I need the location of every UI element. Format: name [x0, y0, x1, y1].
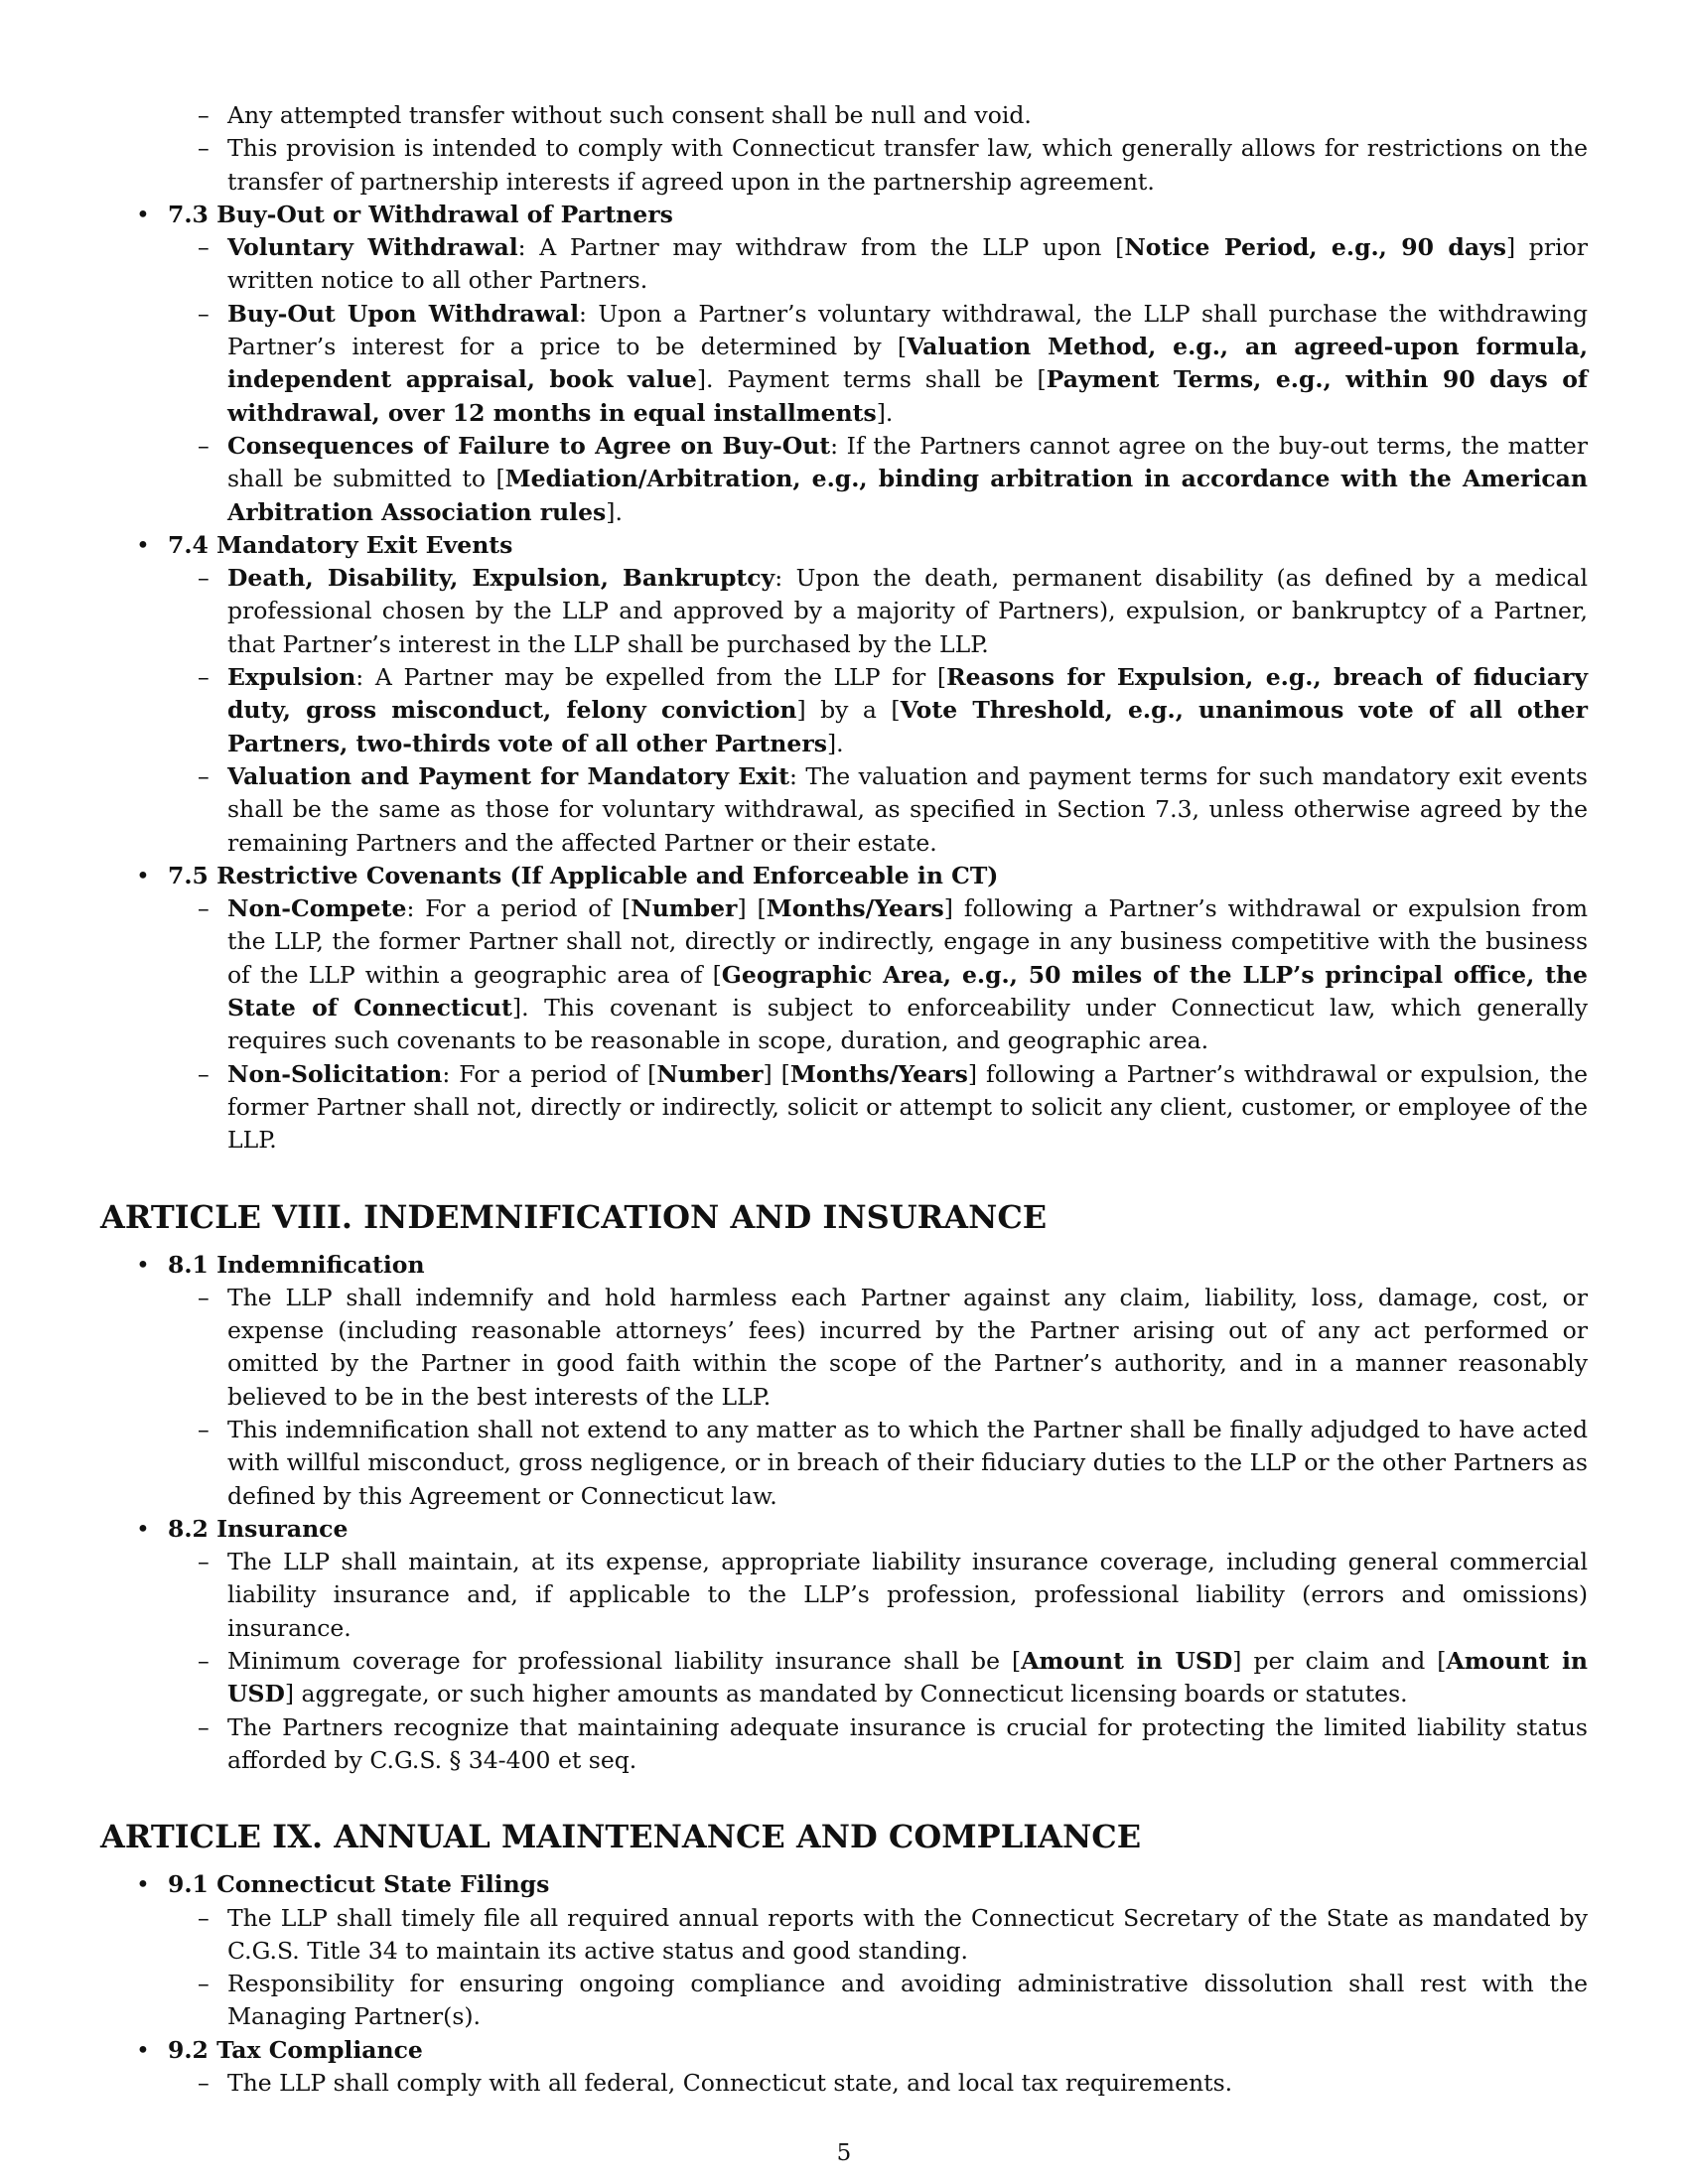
section-7-5: [100, 860, 1588, 892]
item-term: Expulsion: [227, 663, 356, 692]
item-text: : For a period of [: [442, 1059, 657, 1088]
list-item: [100, 1711, 1588, 1778]
item-text: ].: [606, 497, 623, 526]
section-heading: 9.1 Connecticut State Filings: [168, 1870, 550, 1899]
section-9-2: [100, 2034, 1588, 2067]
placeholder-text: Mediation/Arbitration, e.g., binding arbitration in accordance with the American Arbitration Association rules: [227, 465, 1588, 526]
placeholder-text: Payment Terms, e.g., within 90 days of withdrawal, over 12 months in equal installments: [227, 365, 1588, 427]
bullet-marker: •: [136, 1514, 150, 1543]
bullet-marker: •: [136, 2035, 150, 2064]
dash-marker: –: [198, 1903, 210, 1932]
bullet-marker: •: [136, 1870, 150, 1899]
placeholder-text: Months/Years: [766, 894, 944, 923]
placeholder-text: Amount in USD: [1021, 1647, 1233, 1676]
section-8-1: [100, 1249, 1588, 1282]
list-item: [100, 231, 1588, 298]
item-text: The LLP shall maintain, at its expense, appropriate liability insurance coverage, including general commercial liability insurance and, if applicable to the LLP’s profession, professional liability (errors and omissions) insurance.: [227, 1548, 1588, 1642]
placeholder-text: Geographic Area, e.g., 50 miles of the LLP’s principal office, the State of Connecticut: [227, 960, 1589, 1023]
item-term: Voluntary Withdrawal: [227, 233, 518, 262]
dash-marker: –: [198, 233, 210, 262]
section-heading: 7.5 Restrictive Covenants (If Applicable and Enforceable in CT): [168, 861, 999, 889]
item-text: ]. Payment terms shall be [: [696, 365, 1047, 394]
section-heading: 7.4 Mandatory Exit Events: [168, 530, 513, 559]
bullet-marker: •: [136, 200, 150, 228]
section-7-4: [100, 529, 1588, 562]
page-number: 5: [836, 2140, 852, 2166]
item-text: : If the Partners cannot agree on the buy-out terms, the matter shall be submitted to [: [227, 431, 1588, 493]
item-text: ] [: [737, 894, 767, 923]
list-item: [100, 892, 1588, 1057]
item-text: Any attempted transfer without such consent shall be null and void.: [227, 101, 1032, 129]
list-item: [100, 2067, 1588, 2100]
item-text: : Upon the death, permanent disability (as defined by a medical professional chosen by the LLP and approved by a majority of Partners), expulsion, or bankruptcy of a Partner, that Partner’s interest in the LLP shall be purchased by the LLP.: [227, 564, 1588, 658]
placeholder-text: Notice Period, e.g., 90 days: [1124, 233, 1506, 262]
item-text: ]. This covenant is subject to enforceability under Connecticut law, which generally requires such covenants to be reasonable in scope, duration, and geographic area.: [227, 994, 1588, 1055]
item-text: ] prior written notice to all other Partners.: [227, 233, 1588, 295]
list-item: [100, 1058, 1588, 1158]
dash-marker: –: [198, 1283, 210, 1311]
item-text: : Upon a Partner’s voluntary withdrawal, the LLP shall purchase the withdrawing Partner’s interest for a price to be determined by [: [227, 299, 1588, 361]
list-item: [100, 661, 1588, 760]
item-term: Buy-Out Upon Withdrawal: [227, 299, 579, 328]
item-text: ] by a [: [796, 696, 901, 725]
placeholder-text: Vote Threshold, e.g., unanimous vote of all other Partners, two-thirds vote of all other Partners: [227, 696, 1589, 757]
item-term: Death, Disability, Expulsion, Bankruptcy: [227, 564, 775, 593]
placeholder-text: Months/Years: [789, 1059, 968, 1088]
dash-marker: –: [198, 101, 210, 129]
item-text: ].: [826, 729, 844, 757]
item-text: : For a period of [: [406, 894, 632, 923]
list-item: [100, 1282, 1588, 1414]
item-term: Non-Solicitation: [227, 1059, 443, 1088]
item-text: ] following a Partner’s withdrawal or expulsion from the LLP, the former Partner shall not, directly or indirectly, engage in any business competitive with the business of the LLP within a geographic area of [: [227, 894, 1588, 989]
bullet-marker: •: [136, 530, 150, 559]
dash-marker: –: [198, 1970, 210, 1998]
dash-marker: –: [198, 663, 210, 692]
item-text: ] [: [763, 1059, 790, 1088]
section-9-1: [100, 1868, 1588, 1901]
placeholder-text: Number: [656, 1059, 764, 1088]
item-term: Consequences of Failure to Agree on Buy-Out: [227, 431, 831, 460]
item-text: The LLP shall indemnify and hold harmless each Partner against any claim, liability, loss, damage, cost, or expense (including reasonable attorneys’ fees) incurred by the Partner arising out of any act performed or omitted by the Partner in good faith within the scope of the Partner’s authority, and in a manner reasonably believed to be in the best interests of the LLP.: [227, 1283, 1588, 1411]
dash-marker: –: [198, 1548, 210, 1576]
item-term: Non-Compete: [227, 894, 407, 923]
bullet-marker: •: [136, 861, 150, 889]
page-content: [100, 99, 1588, 2100]
dash-marker: –: [198, 1415, 210, 1443]
dash-marker: –: [198, 134, 210, 163]
article-8-heading: ARTICLE VIII. INDEMNIFICATION AND INSURANCE: [100, 1197, 1048, 1236]
section-heading: 8.2 Insurance: [168, 1514, 349, 1543]
list-item: [100, 760, 1588, 860]
placeholder-text: Number: [631, 894, 738, 923]
item-text: ] aggregate, or such higher amounts as mandated by Connecticut licensing boards or statutes.: [284, 1680, 1408, 1708]
item-text: This provision is intended to comply with Connecticut transfer law, which generally allows for restrictions on the transfer of partnership interests if agreed upon in the partnership agreement.: [227, 134, 1588, 196]
dash-marker: –: [198, 2069, 210, 2098]
placeholder-text: Valuation Method, e.g., an agreed-upon formula, independent appraisal, book value: [227, 333, 1588, 394]
dash-marker: –: [198, 431, 210, 460]
section-8-2: [100, 1513, 1588, 1546]
dash-marker: –: [198, 894, 210, 923]
item-text: ] per claim and [: [1232, 1647, 1447, 1676]
item-text: : A Partner may be expelled from the LLP for [: [355, 663, 947, 692]
list-item: [100, 1902, 1588, 1969]
dash-marker: –: [198, 299, 210, 328]
list-item: [100, 99, 1588, 132]
section-heading: 7.3 Buy-Out or Withdrawal of Partners: [168, 200, 673, 228]
list-item: [100, 1968, 1588, 2034]
list-item: [100, 132, 1588, 199]
bullet-marker: •: [136, 1250, 150, 1279]
item-text: The LLP shall comply with all federal, Connecticut state, and local tax requirements.: [227, 2069, 1233, 2098]
section-heading: 9.2 Tax Compliance: [168, 2035, 423, 2064]
section-7-3: [100, 199, 1588, 231]
item-text: Responsibility for ensuring ongoing compliance and avoiding administrative dissolution shall rest with the Managing Partner(s).: [227, 1970, 1588, 2031]
list-item: [100, 430, 1588, 529]
dash-marker: –: [198, 1647, 210, 1676]
dash-marker: –: [198, 761, 210, 790]
placeholder-text: Amount in USD: [227, 1647, 1589, 1708]
list-item: [100, 1546, 1588, 1645]
item-text: : The valuation and payment terms for such mandatory exit events shall be the same as those for voluntary withdrawal, as specified in Section 7.3, unless otherwise agreed by the remaining Partners and the affected Partner or their estate.: [227, 761, 1588, 857]
dash-marker: –: [198, 1712, 210, 1741]
list-item: [100, 298, 1588, 430]
item-term: Valuation and Payment for Mandatory Exit: [227, 761, 789, 790]
item-text: The LLP shall timely file all required annual reports with the Connecticut Secretary of the State as mandated by C.G.S. Title 34 to maintain its active status and good standing.: [227, 1903, 1588, 1965]
item-text: The Partners recognize that maintaining adequate insurance is crucial for protecting the limited liability status afforded by C.G.S. § 34-400 et seq.: [227, 1712, 1588, 1774]
list-item: [100, 1645, 1588, 1711]
dash-marker: –: [198, 1059, 210, 1088]
list-item: [100, 1414, 1588, 1513]
item-text: This indemnification shall not extend to any matter as to which the Partner shall be finally adjudged to have acted with willful misconduct, gross negligence, or in breach of their fiduciary duties to the LLP or the other Partners as defined by this Agreement or Connecticut law.: [227, 1415, 1588, 1510]
list-item: [100, 562, 1588, 661]
placeholder-text: Reasons for Expulsion, e.g., breach of fiduciary duty, gross misconduct, felony conviction: [227, 663, 1588, 725]
dash-marker: –: [198, 564, 210, 593]
section-heading: 8.1 Indemnification: [168, 1250, 425, 1279]
item-text: : A Partner may withdraw from the LLP upon [: [517, 233, 1125, 262]
article-9-heading: ARTICLE IX. ANNUAL MAINTENANCE AND COMPLIANCE: [100, 1818, 1142, 1856]
item-text: Minimum coverage for professional liability insurance shall be [: [227, 1647, 1022, 1676]
item-text: ] following a Partner’s withdrawal or expulsion, the former Partner shall not, directly or indirectly, solicit or attempt to solicit any client, customer, or employee of the LLP.: [227, 1059, 1588, 1155]
item-text: ].: [876, 398, 894, 427]
